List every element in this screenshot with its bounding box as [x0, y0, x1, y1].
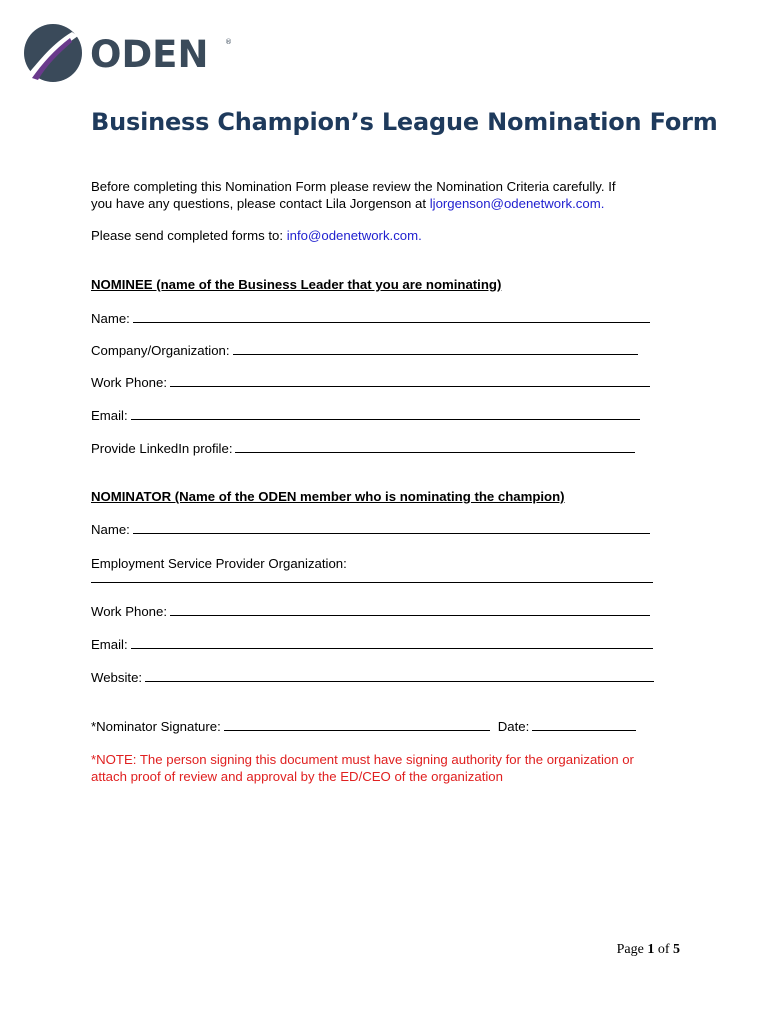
intro-line-2-text: you have any questions, please contact Lila Jorgenson at: [91, 196, 430, 211]
nominee-company-field[interactable]: [91, 342, 638, 359]
logo-wordmark: ODEN: [90, 33, 209, 76]
nominator-website-field[interactable]: [91, 669, 654, 686]
nominee-email-label: Email:: [91, 408, 128, 423]
logo-registered-mark: ®: [225, 38, 232, 46]
nominator-work-phone-field[interactable]: [91, 603, 650, 620]
date-label: Date:: [497, 719, 530, 734]
nominee-work-phone-field[interactable]: [91, 374, 650, 391]
nominee-email-field[interactable]: [91, 407, 640, 424]
signing-authority-note: [91, 751, 634, 785]
nominee-work-phone-label: Work Phone:: [91, 375, 167, 390]
nominee-heading: NOMINEE (name of the Business Leader that you are nominating): [91, 277, 502, 292]
signature-row: [91, 718, 636, 735]
nominator-work-phone-line[interactable]: [170, 603, 650, 616]
nominator-name-line[interactable]: [133, 521, 650, 534]
nominator-website-line[interactable]: [145, 669, 654, 682]
nominator-name-field[interactable]: [91, 521, 650, 538]
nominee-name-field[interactable]: [91, 310, 650, 327]
nominee-company-line[interactable]: [233, 342, 638, 355]
nominee-linkedin-field[interactable]: [91, 440, 635, 457]
contact-email-link[interactable]: ljorgenson@odenetwork.com.: [429, 196, 605, 211]
nominator-email-line[interactable]: [131, 636, 653, 649]
page-current: 1: [647, 942, 655, 957]
oden-logo: [22, 22, 232, 84]
intro-line-1: Before completing this Nomination Form please review the Nomination Criteria carefully. If: [91, 179, 616, 194]
nominator-website-label: Website:: [91, 670, 143, 685]
nominee-work-phone-line[interactable]: [170, 374, 650, 387]
nominee-name-line[interactable]: [133, 310, 650, 323]
page-total: 5: [673, 942, 680, 957]
page-number: [617, 942, 680, 958]
oden-swoosh-logo-icon: [22, 22, 232, 84]
signature-label: *Nominator Signature:: [91, 719, 221, 734]
nominator-work-phone-label: Work Phone:: [91, 604, 167, 619]
nominee-company-label: Company/Organization:: [91, 343, 230, 358]
page-of-label: of: [657, 942, 670, 957]
nominator-esp-org-field[interactable]: [91, 555, 653, 583]
send-forms-email-link[interactable]: info@odenetwork.com.: [286, 228, 422, 243]
date-line[interactable]: [532, 718, 636, 731]
send-forms-line: [91, 227, 422, 244]
nominator-esp-org-line[interactable]: [91, 572, 653, 583]
note-line-2: attach proof of review and approval by the ED/CEO of the organization: [91, 769, 503, 784]
form-title: Business Champion’s League Nomination Form: [91, 108, 718, 136]
nominee-linkedin-line[interactable]: [235, 440, 635, 453]
page-label: Page: [616, 942, 644, 957]
send-forms-text: Please send completed forms to:: [91, 228, 287, 243]
signature-line[interactable]: [224, 718, 490, 731]
nominee-linkedin-label: Provide LinkedIn profile:: [91, 441, 233, 456]
nominee-email-line[interactable]: [131, 407, 640, 420]
nominator-heading: NOMINATOR (Name of the ODEN member who is nominating the champion): [91, 489, 565, 504]
nominator-esp-org-label: Employment Service Provider Organization:: [91, 556, 347, 571]
note-line-1: *NOTE: The person signing this document must have signing authority for the organization or: [91, 752, 634, 767]
nominator-email-field[interactable]: [91, 636, 653, 653]
nominator-email-label: Email:: [91, 637, 128, 652]
intro-paragraph: [91, 178, 616, 212]
intro-line-2: [91, 195, 616, 212]
nominator-name-label: Name:: [91, 522, 130, 537]
nominee-name-label: Name:: [91, 311, 130, 326]
